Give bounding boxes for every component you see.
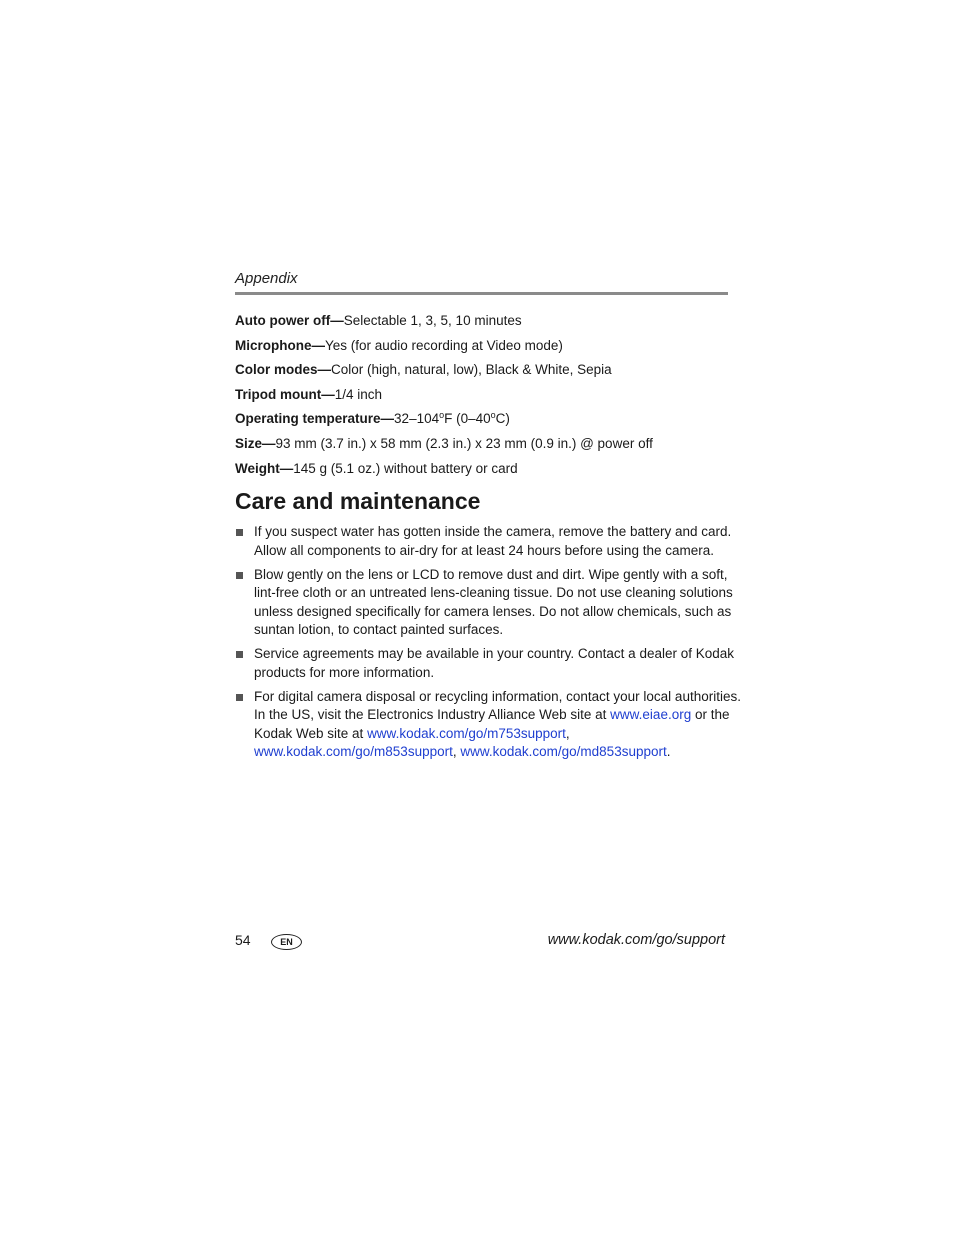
bullet-square-icon bbox=[236, 572, 243, 579]
bullet-line: lint-free cloth or an untreated lens-cleaning tissue. Do not use cleaning solutions bbox=[254, 585, 733, 600]
care-bullet-list bbox=[235, 523, 741, 767]
spec-list bbox=[235, 309, 728, 481]
m753-support-link[interactable]: www.kodak.com/go/m753support bbox=[367, 725, 566, 741]
spec-label: Operating temperature— bbox=[235, 411, 395, 427]
care-heading: Care and maintenance bbox=[235, 488, 481, 514]
spec-color-modes bbox=[235, 358, 728, 383]
spec-operating-temperature bbox=[235, 407, 728, 432]
footer-url: www.kodak.com/go/support bbox=[547, 932, 725, 948]
spec-tripod-mount bbox=[235, 383, 728, 408]
text-fragment: Kodak Web site at bbox=[254, 725, 368, 741]
bullet-line: For digital camera disposal or recycling information, contact your local authorities. bbox=[254, 688, 741, 704]
bullet-line: Service agreements may be available in your country. Contact a dealer of Kodak bbox=[254, 646, 735, 661]
language-badge: EN bbox=[271, 934, 302, 950]
bullet-line: Blow gently on the lens or LCD to remove dust and dirt. Wipe gently with a soft, bbox=[254, 566, 728, 582]
spec-value: 93 mm (3.7 in.) x 58 mm (2.3 in.) x 23 mm (0.9 in.) @ power off bbox=[275, 435, 653, 451]
bullet-line: unless designed specifically for camera lenses. Do not allow chemicals, such as bbox=[254, 603, 732, 619]
eiae-link[interactable]: www.eiae.org bbox=[610, 707, 692, 722]
degree-sign: o bbox=[439, 410, 445, 421]
page-footer bbox=[235, 932, 728, 954]
text-fragment: or the bbox=[691, 707, 730, 722]
bullet-square-icon bbox=[236, 694, 243, 701]
spec-value: 32–104 bbox=[394, 411, 440, 427]
m853-support-link[interactable]: www.kodak.com/go/m853support bbox=[254, 744, 453, 759]
md853-support-link[interactable]: www.kodak.com/go/md853support bbox=[460, 744, 667, 759]
bullet-line: suntan lotion, to contact painted surfaces. bbox=[254, 622, 504, 637]
spec-label: Microphone— bbox=[235, 337, 325, 353]
spec-value: Color (high, natural, low), Black & White, Sepia bbox=[331, 362, 612, 378]
bullet-line bbox=[254, 743, 728, 762]
bullet-item bbox=[235, 645, 735, 682]
bullet-line: Allow all components to air-dry for at least 24 hours before using the camera. bbox=[254, 542, 714, 558]
spec-value: Yes (for audio recording at Video mode) bbox=[325, 337, 563, 353]
bullet-line bbox=[254, 706, 728, 725]
spec-value: 145 g (5.1 oz.) without battery or card bbox=[293, 460, 518, 476]
spec-label: Color modes— bbox=[235, 362, 332, 378]
spec-auto-power-off bbox=[235, 309, 728, 334]
text-fragment: , bbox=[565, 725, 570, 741]
text-fragment: . bbox=[666, 744, 671, 759]
spec-value: Selectable 1, 3, 5, 10 minutes bbox=[343, 313, 522, 328]
bullet-square-icon bbox=[236, 529, 243, 536]
header-rule bbox=[235, 292, 728, 295]
spec-value: C) bbox=[495, 411, 510, 427]
section-label: Appendix bbox=[235, 270, 298, 287]
spec-value: 1/4 inch bbox=[334, 386, 383, 402]
text-fragment: In the US, visit the Electronics Industry Alliance Web site at bbox=[254, 707, 611, 722]
spec-size bbox=[235, 432, 728, 457]
bullet-item-disposal bbox=[235, 688, 741, 762]
spec-label: Size— bbox=[235, 435, 276, 451]
bullet-square-icon bbox=[236, 651, 243, 658]
page-number: 54 bbox=[235, 932, 251, 948]
spec-value: F (0–40 bbox=[444, 411, 491, 427]
text-fragment: , bbox=[452, 744, 461, 759]
bullet-line bbox=[254, 725, 728, 744]
bullet-line: products for more information. bbox=[254, 664, 435, 680]
degree-sign: o bbox=[490, 410, 496, 421]
spec-microphone bbox=[235, 334, 728, 359]
bullet-item bbox=[235, 566, 733, 640]
spec-label: Weight— bbox=[235, 460, 294, 476]
spec-weight bbox=[235, 457, 728, 482]
bullet-line: If you suspect water has gotten inside the camera, remove the battery and card. bbox=[254, 524, 732, 539]
spec-label: Tripod mount— bbox=[235, 386, 335, 402]
bullet-item bbox=[235, 523, 732, 560]
spec-label: Auto power off— bbox=[235, 313, 344, 328]
